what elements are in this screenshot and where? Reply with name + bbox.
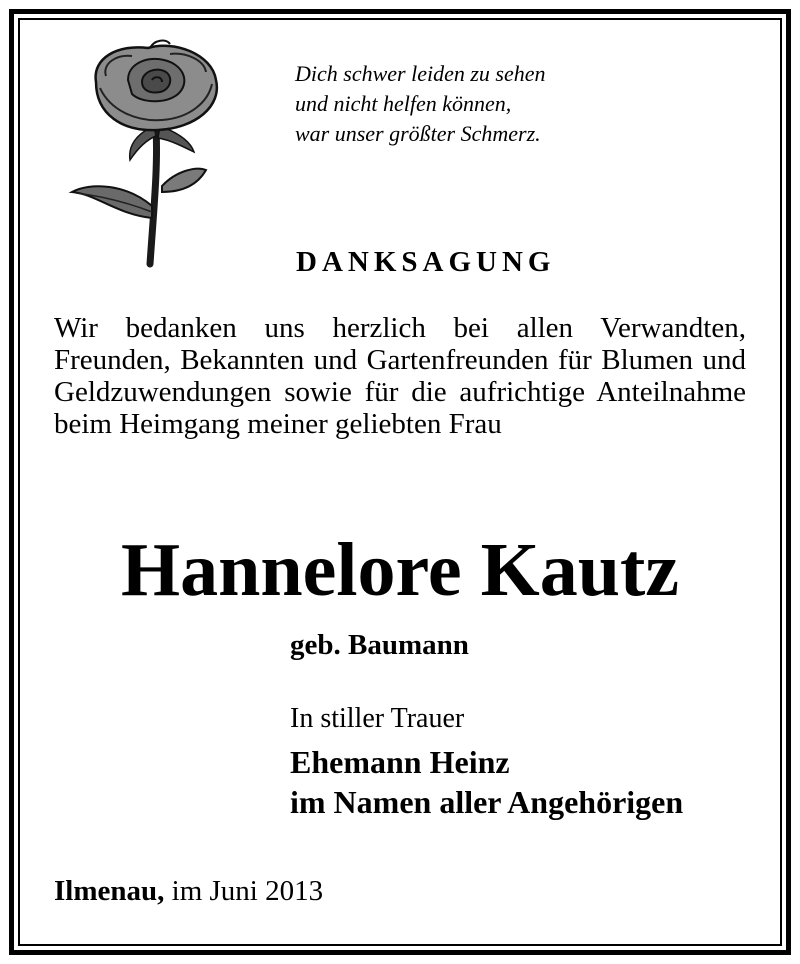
place-date <box>54 873 323 909</box>
maiden-name: geb. Baumann <box>290 629 469 661</box>
thank-you-text: Wir bedanken uns herzlich bei allen Verwandten, Freunden, Bekannten und Gartenfreunden für Blumen und Geldzuwendungen sowie für die aufrichtige Anteilnahme beim Heimgang meiner geliebten Frau <box>54 312 746 440</box>
rose-icon <box>66 36 226 268</box>
signer-line: im Namen aller Angehörigen <box>290 784 684 820</box>
poem-line: Dich schwer leiden zu sehen <box>295 61 546 86</box>
page-title: DANKSAGUNG <box>296 246 556 278</box>
place: Ilmenau, <box>54 875 165 907</box>
poem-line: und nicht helfen können, <box>295 91 512 116</box>
mourning-intro: In stiller Trauer <box>290 703 465 734</box>
poem-line: war unser größter Schmerz. <box>295 121 541 146</box>
signers <box>290 742 683 822</box>
signer-line: Ehemann Heinz <box>290 744 510 780</box>
poem-verse <box>295 59 695 149</box>
date: im Juni 2013 <box>171 875 324 907</box>
deceased-name: Hannelore Kautz <box>120 528 679 612</box>
